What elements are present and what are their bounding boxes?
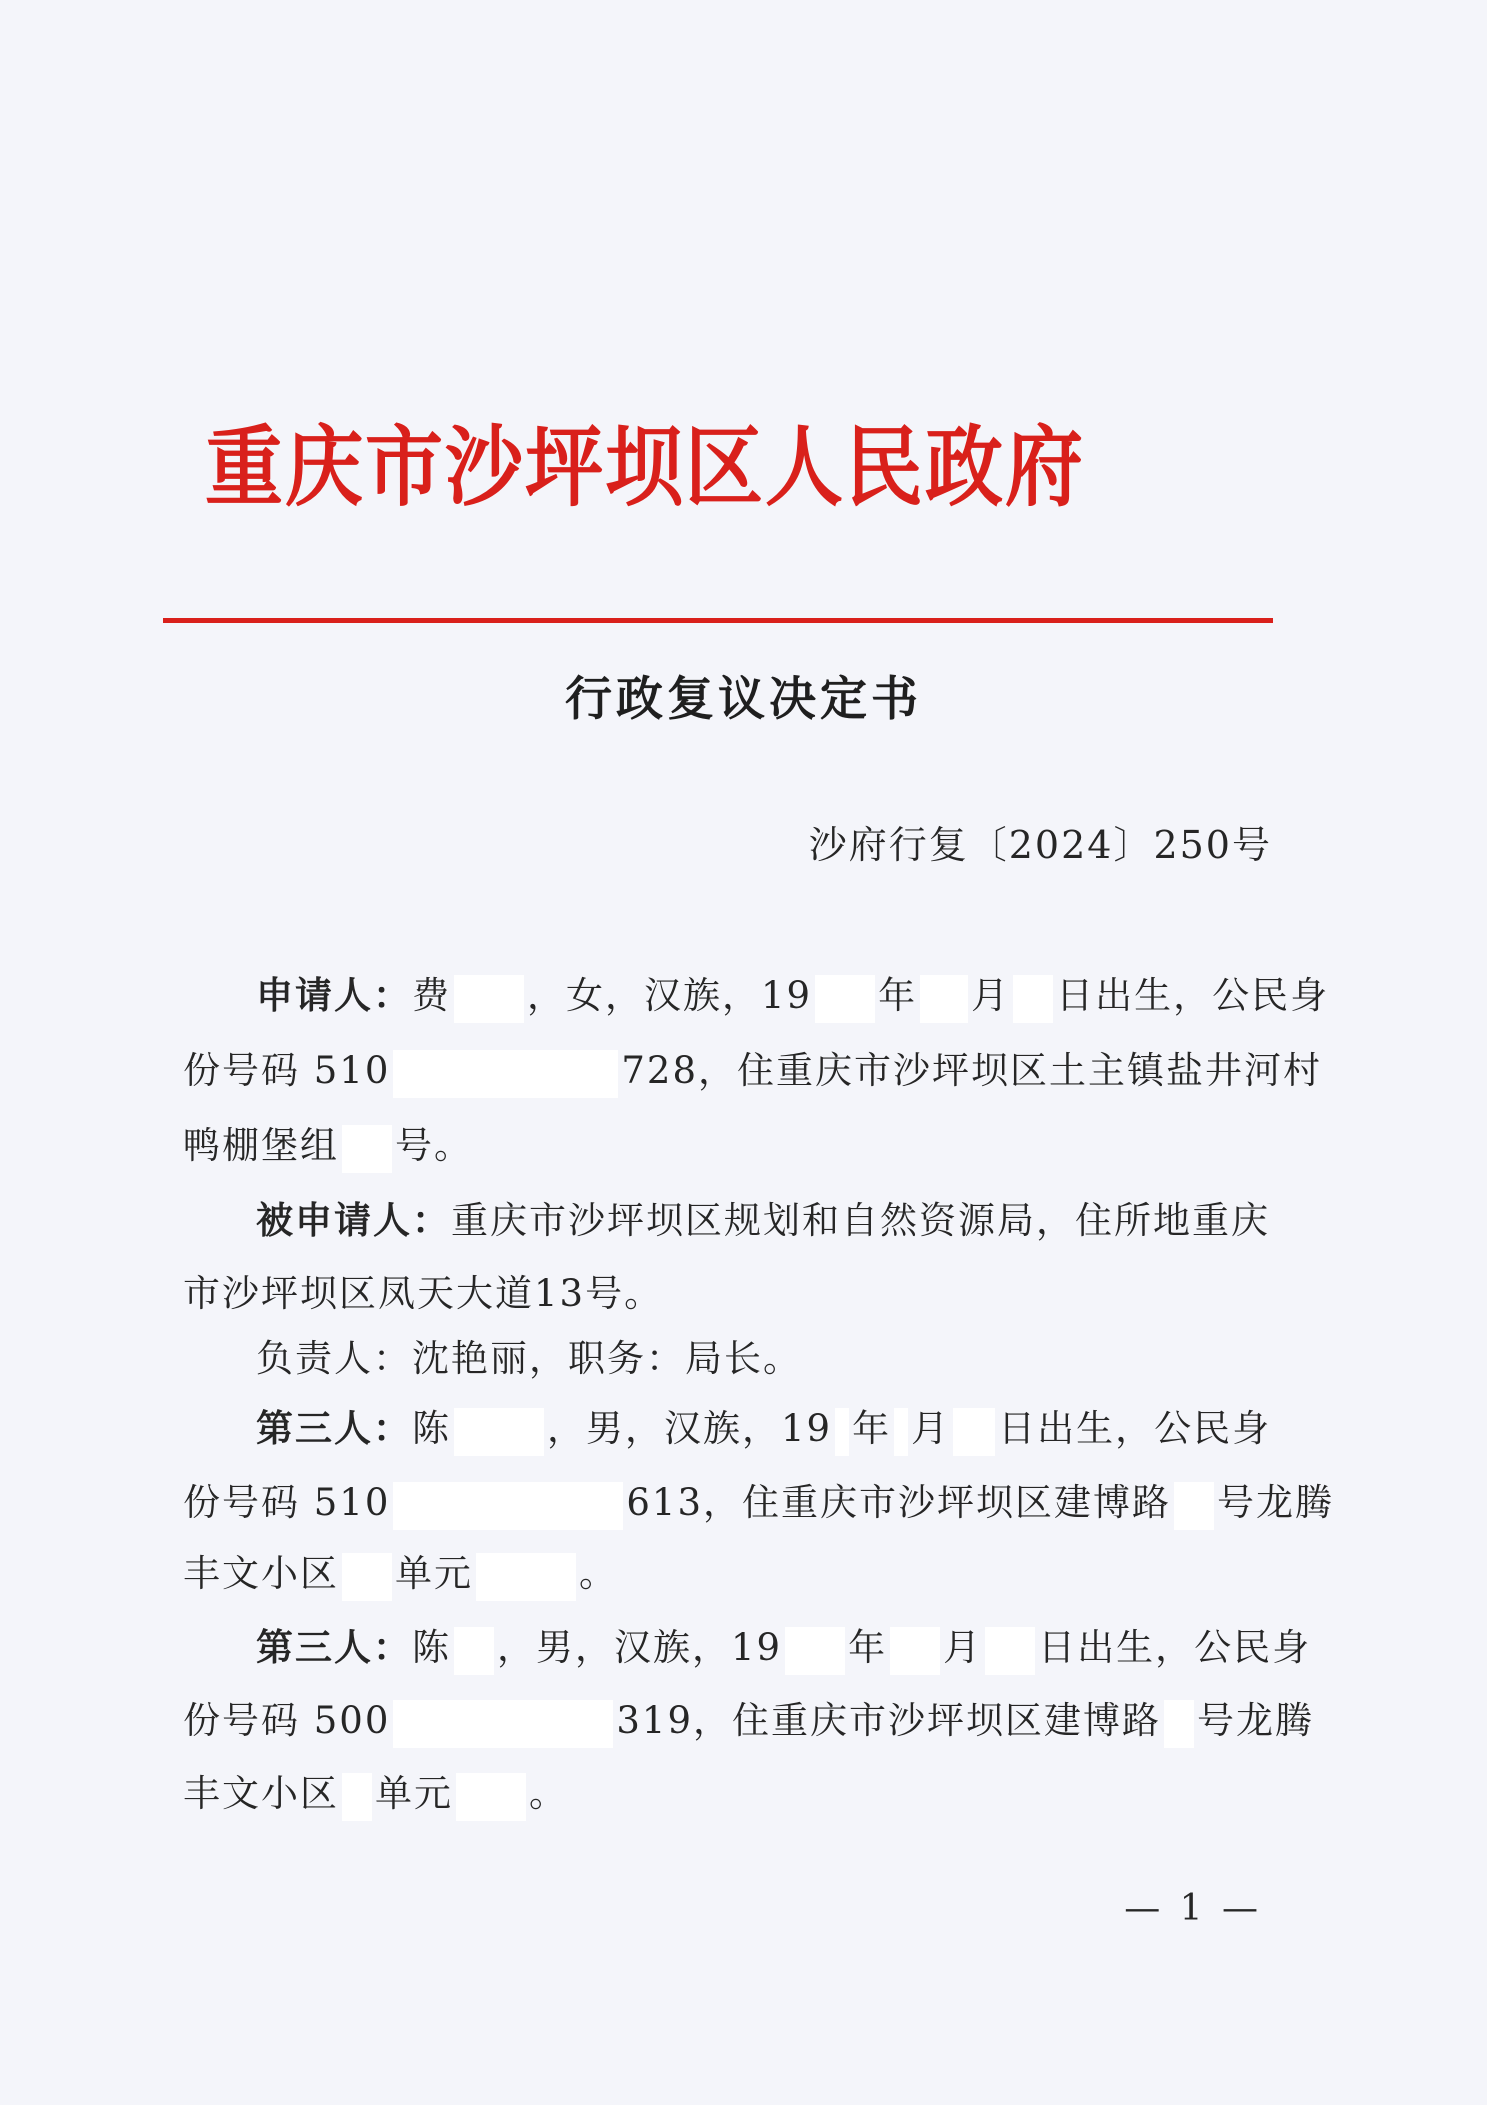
redaction-block — [815, 975, 875, 1023]
third-party-text: 日出生，公民身 — [1038, 1626, 1312, 1669]
respondent-line-2 — [183, 1268, 1298, 1320]
redaction-block — [1164, 1700, 1194, 1748]
third-party-2-line-1 — [256, 1622, 1371, 1675]
redaction-block — [393, 1700, 613, 1748]
applicant-text: ，女，汉族，19 — [527, 974, 813, 1017]
third-party-address: 单元 — [395, 1552, 473, 1595]
redaction-block — [785, 1627, 845, 1675]
redaction-block — [456, 1773, 526, 1821]
applicant-label: 申请人： — [256, 974, 412, 1017]
third-party-label: 第三人： — [256, 1626, 412, 1669]
third-party-address: 319，住重庆市沙坪坝区建博路 — [616, 1699, 1162, 1742]
third-party-address: 丰文小区 — [183, 1552, 339, 1595]
respondent-text: 重庆市沙坪坝区规划和自然资源局，住所地重庆 — [451, 1199, 1270, 1242]
applicant-text: 日出生，公民身 — [1056, 974, 1330, 1017]
document-title: 行政复议决定书 — [565, 672, 922, 727]
third-party-text: 日出生，公民身 — [998, 1407, 1272, 1450]
redaction-block — [953, 1408, 995, 1456]
third-party-address: 号龙腾 — [1217, 1481, 1335, 1524]
respondent-label: 被申请人： — [256, 1199, 451, 1242]
applicant-line-1 — [256, 970, 1371, 1023]
redaction-block — [1174, 1482, 1214, 1530]
applicant-name: 费 — [412, 974, 451, 1017]
redaction-block — [920, 975, 968, 1023]
redaction-block — [835, 1408, 849, 1456]
third-party-name: 陈 — [412, 1407, 451, 1450]
third-party-1-line-2 — [183, 1477, 1335, 1530]
redaction-block — [342, 1125, 392, 1173]
third-party-address: 丰文小区 — [183, 1772, 339, 1815]
third-party-address: 。 — [579, 1552, 618, 1595]
third-party-1-line-3 — [183, 1548, 1298, 1601]
third-party-text: ，男，汉族，19 — [497, 1626, 783, 1669]
third-party-address: 号龙腾 — [1197, 1699, 1315, 1742]
redaction-block — [393, 1050, 618, 1098]
applicant-text: 年 — [878, 974, 918, 1017]
redaction-block — [393, 1482, 623, 1530]
redaction-block — [342, 1553, 392, 1601]
third-party-address: 单元 — [375, 1772, 453, 1815]
redaction-block — [342, 1773, 372, 1821]
applicant-address: 号。 — [395, 1124, 473, 1167]
third-party-text: 年 — [852, 1407, 892, 1450]
third-party-id-prefix: 份号码 500 — [183, 1699, 391, 1742]
respondent-head-text: 负责人：沈艳丽，职务：局长。 — [256, 1337, 802, 1380]
third-party-1-line-1 — [256, 1403, 1371, 1456]
applicant-line-3 — [183, 1120, 1298, 1173]
redaction-block — [454, 1408, 544, 1456]
third-party-text: 月 — [943, 1626, 983, 1669]
applicant-text: 月 — [971, 974, 1011, 1017]
applicant-address: 728，住重庆市沙坪坝区土主镇盐井河村 — [621, 1049, 1323, 1092]
agency-masthead: 重庆市沙坪坝区人民政府 — [205, 417, 1086, 519]
third-party-name: 陈 — [412, 1626, 451, 1669]
third-party-id-prefix: 份号码 510 — [183, 1481, 391, 1524]
applicant-address: 鸭棚堡组 — [183, 1124, 339, 1167]
applicant-id-prefix: 份号码 510 — [183, 1049, 391, 1092]
redaction-block — [890, 1627, 940, 1675]
applicant-line-2 — [183, 1045, 1323, 1098]
document-number: 沙府行复〔2024〕250号 — [808, 823, 1272, 867]
third-party-text: 年 — [848, 1626, 888, 1669]
third-party-address: 。 — [529, 1772, 568, 1815]
third-party-text: ，男，汉族，19 — [547, 1407, 833, 1450]
redaction-block — [985, 1627, 1035, 1675]
third-party-address: 613，住重庆市沙坪坝区建博路 — [626, 1481, 1172, 1524]
red-divider-line — [163, 618, 1273, 623]
third-party-text: 月 — [911, 1407, 951, 1450]
respondent-head — [256, 1333, 1371, 1385]
third-party-2-line-2 — [183, 1695, 1315, 1748]
third-party-2-line-3 — [183, 1768, 1298, 1821]
third-party-label: 第三人： — [256, 1407, 412, 1450]
redaction-block — [454, 1627, 494, 1675]
redaction-block — [1013, 975, 1053, 1023]
respondent-line-1 — [256, 1195, 1371, 1247]
redaction-block — [894, 1408, 908, 1456]
redaction-block — [454, 975, 524, 1023]
respondent-address: 市沙坪坝区凤天大道13号。 — [183, 1272, 664, 1315]
redaction-block — [476, 1553, 576, 1601]
page-number: — 1 — — [1124, 1888, 1262, 1929]
